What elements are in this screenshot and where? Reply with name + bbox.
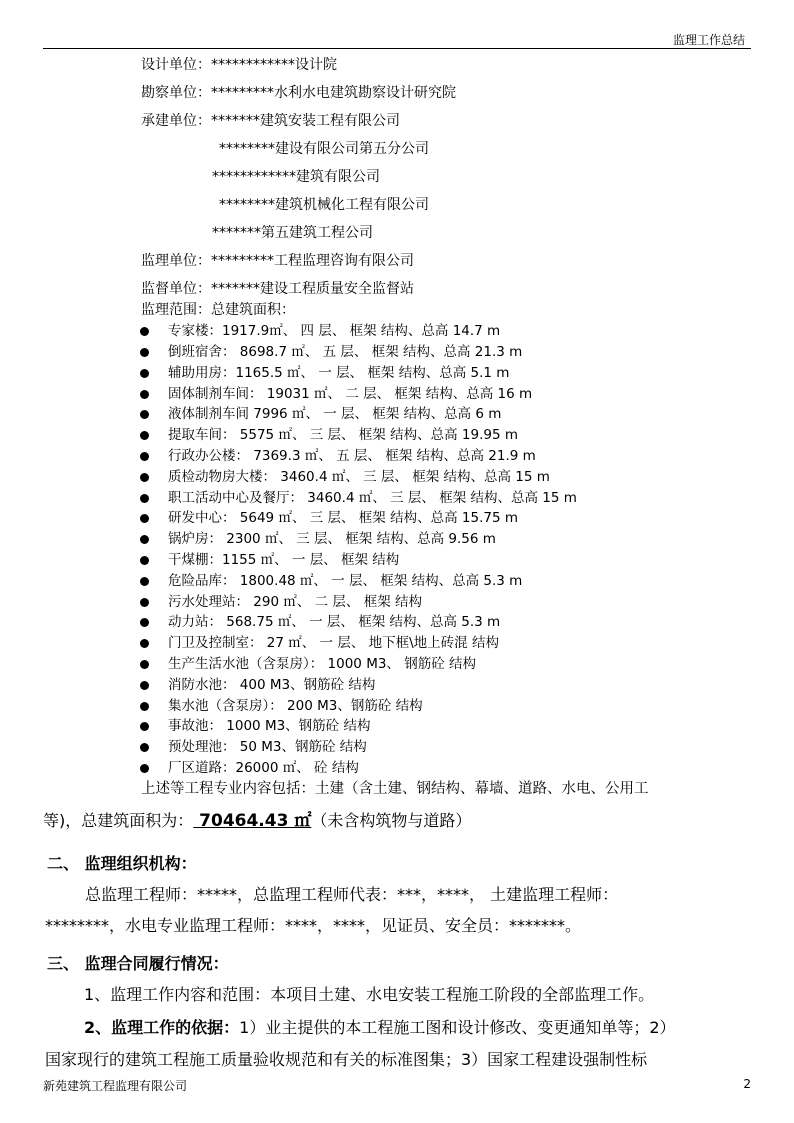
list-item: 事故池： 1000 M3、钢筋砼 结构: [168, 718, 371, 734]
list-item: 干煤棚：1155 ㎡、 一 层、 框架 结构: [168, 552, 400, 568]
list-item: 厂区道路：26000 ㎡、 砼 结构: [168, 760, 359, 776]
section-3-para-3: 国家现行的建筑工程施工质量验收规范和有关的标准图集；3）国家工程建设强制性标: [45, 1050, 648, 1069]
section-2-para-1: 总监理工程师：*****，总监理工程师代表：***，****， 土建监理工程师：: [85, 885, 619, 904]
bullet-icon: [140, 494, 149, 503]
contractor-unit-5: *******第五建筑工程公司: [212, 225, 373, 241]
list-item: 液体制剂车间 7996 ㎡、 一 层、 框架 结构、总高 6 m: [168, 406, 502, 422]
total-area-line: [43, 810, 471, 832]
bullet-icon: [140, 514, 149, 523]
bullet-icon: [140, 639, 149, 648]
section-3-heading: 三、 监理合同履行情况：: [47, 954, 229, 973]
design-unit: 设计单位：************设计院: [141, 57, 337, 73]
list-item: 锅炉房： 2300 ㎡、 三 层、 框架 结构、总高 9.56 m: [168, 531, 496, 547]
bullet-icon: [140, 369, 149, 378]
bullet-icon: [140, 556, 149, 565]
page-header: [43, 28, 751, 49]
list-item: 集水池（含泵房）： 200 M3、钢筋砼 结构: [168, 698, 423, 714]
bullet-icon: [140, 348, 149, 357]
bullet-icon: [140, 743, 149, 752]
header-title: 监理工作总结: [672, 33, 745, 47]
contractor-unit-4: ********建筑机械化工程有限公司: [219, 197, 429, 213]
list-item: 动力站： 568.75 ㎡、 一 层、 框架 结构、总高 5.3 m: [168, 614, 501, 630]
list-item: 行政办公楼： 7369.3 ㎡、 五 层、 框架 结构、总高 21.9 m: [168, 448, 536, 464]
section-3-para-1: 1、监理工作内容和范围：本项目土建、水电安装工程施工阶段的全部监理工作。: [84, 985, 655, 1004]
bullet-icon: [140, 660, 149, 669]
bullet-icon: [140, 681, 149, 690]
list-item: 职工活动中心及餐厅： 3460.4 ㎡、 三 层、 框架 结构、总高 15 m: [168, 490, 577, 506]
page-footer: [43, 1077, 751, 1094]
survey-unit: 勘察单位：*********水利水电建筑勘察设计研究院: [141, 85, 456, 101]
list-item: 生产生活水池（含泵房）： 1000 M3、 钢筋砼 结构: [168, 656, 477, 672]
supervision-unit: 监理单位：*********工程监理咨询有限公司: [141, 253, 414, 269]
list-item: 门卫及控制室： 27 ㎡、 一 层、 地下框\地上砖混 结构: [168, 635, 499, 651]
bullet-icon: [140, 390, 149, 399]
list-item: 质检动物房大楼： 3460.4 ㎡、 三 层、 框架 结构、总高 15 m: [168, 469, 550, 485]
list-item: 消防水池： 400 M3、钢筋砼 结构: [168, 677, 376, 693]
footer-company: 新苑建筑工程监理有限公司: [43, 1079, 188, 1093]
list-item: 污水处理站： 290 ㎡、 二 层、 框架 结构: [168, 594, 423, 610]
bullet-icon: [140, 618, 149, 627]
list-item: 提取车间： 5575 ㎡、 三 层、 框架 结构、总高 19.95 m: [168, 427, 518, 443]
section-2-para-2: ********，水电专业监理工程师：****，****，见证员、安全员：*******。: [45, 916, 582, 935]
basis-text: 1）业主提供的本工程施工图和设计修改、变更通知单等；2）: [239, 1018, 676, 1037]
total-area-value: 70464.43 ㎡: [193, 811, 312, 831]
bullet-icon: [140, 431, 149, 440]
bullet-icon: [140, 722, 149, 731]
scope-label: 监理范围：总建筑面积：: [141, 302, 295, 318]
bullet-icon: [140, 535, 149, 544]
list-item: 预处理池： 50 M3、钢筋砼 结构: [168, 739, 367, 755]
list-item: 研发中心： 5649 ㎡、 三 层、 框架 结构、总高 15.75 m: [168, 510, 518, 526]
bullet-icon: [140, 410, 149, 419]
bullet-icon: [140, 577, 149, 586]
total-area-prefix: 等)，总建筑面积为：: [43, 811, 194, 830]
contractor-unit-3: ************建筑有限公司: [212, 169, 380, 185]
section-2-heading: 二、 监理组织机构：: [47, 854, 197, 873]
bullet-icon: [140, 764, 149, 773]
bullet-icon: [140, 598, 149, 607]
list-item: 倒班宿舍： 8698.7 ㎡、 五 层、 框架 结构、总高 21.3 m: [168, 344, 523, 360]
scope-summary: 上述等工程专业内容包括：土建（含土建、钢结构、幕墙、道路、水电、公用工: [141, 781, 649, 797]
total-area-note: （未含构筑物与道路）: [311, 811, 472, 830]
basis-heading: 2、监理工作的依据：: [84, 1018, 240, 1037]
list-item: 辅助用房：1165.5 ㎡、 一 层、 框架 结构、总高 5.1 m: [168, 365, 510, 381]
list-item: 专家楼：1917.9㎡、 四 层、 框架 结构、总高 14.7 m: [168, 323, 501, 339]
bullet-icon: [140, 702, 149, 711]
bullet-icon: [140, 473, 149, 482]
section-3-para-2: [84, 1017, 676, 1039]
bullet-icon: [140, 327, 149, 336]
list-item: 危险品库： 1800.48 ㎡、 一 层、 框架 结构、总高 5.3 m: [168, 573, 523, 589]
list-item: 固体制剂车间： 19031 ㎡、 二 层、 框架 结构、总高 16 m: [168, 386, 533, 402]
page-number: 2: [743, 1077, 751, 1091]
bullet-icon: [140, 452, 149, 461]
contractor-unit: 承建单位：*******建筑安装工程有限公司: [141, 113, 400, 129]
contractor-unit-2: ********建设有限公司第五分公司: [219, 141, 429, 157]
oversight-unit: 监督单位：*******建设工程质量安全监督站: [141, 281, 414, 297]
